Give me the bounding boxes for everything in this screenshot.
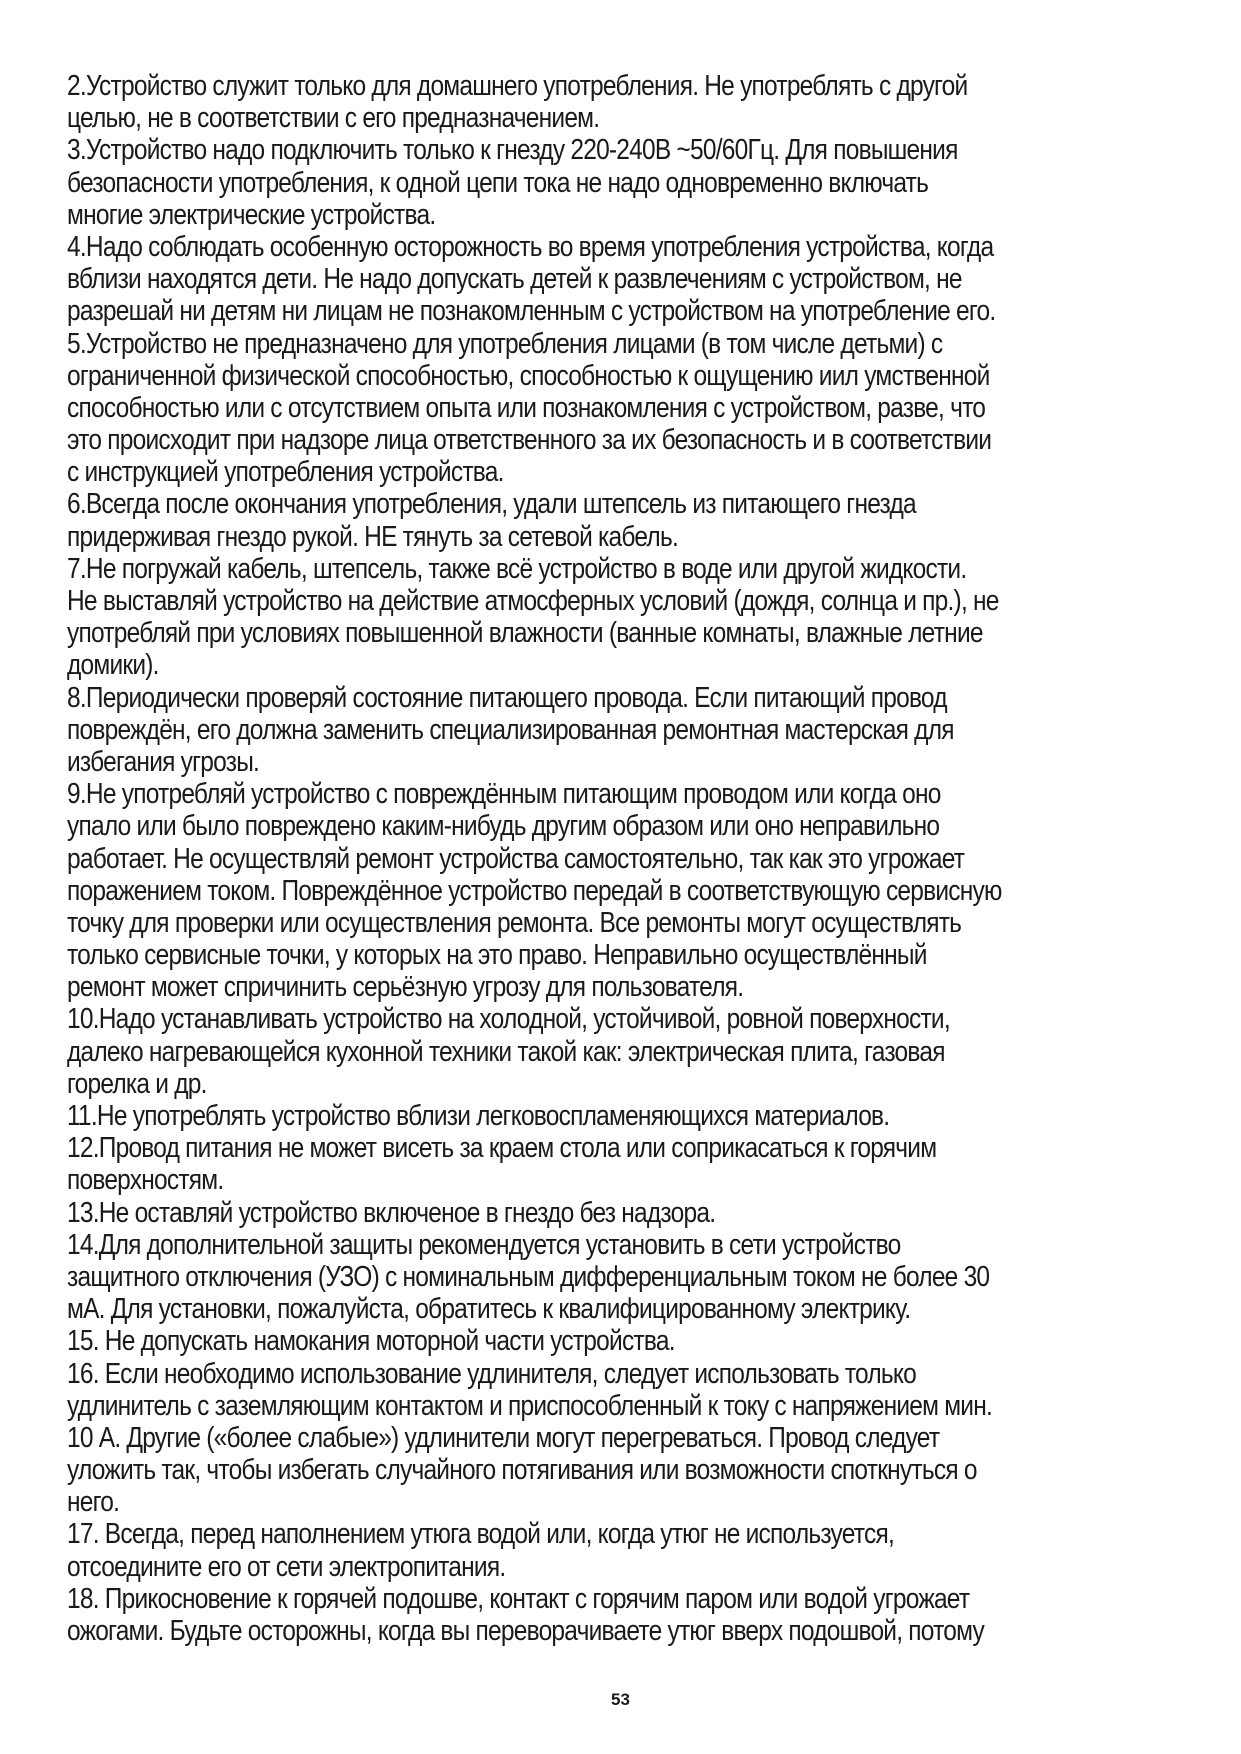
text-line: поражением током. Повреждённое устройство передай в соответствующую сервисную (67, 874, 1002, 907)
text-line: 12.Провод питания не может висеть за краем стола или соприкасаться к горячим (67, 1132, 937, 1165)
page-number: 53 (611, 1690, 630, 1709)
text-line: многие электрические устройства. (67, 198, 436, 231)
text-line: 17. Всегда, перед наполнением утюга водой или, когда утюг не используется, (67, 1518, 895, 1551)
text-line: далеко нагревающейся кухонной техники такой как: электрическая плита, газовая (67, 1035, 945, 1068)
text-line: удлинитель с заземляющим контактом и приспособленный к току с напряжением мин. (67, 1389, 993, 1422)
text-line: него. (67, 1486, 120, 1519)
text-line: 5.Устройство не предназначено для употребления лицами (в том числе детьми) с (67, 327, 943, 360)
text-line: с инструкцией употребления устройства. (67, 456, 504, 489)
text-line: повреждён, его должна заменить специализированная ремонтная мастерская для (67, 713, 954, 746)
text-line: ремонт может спричинить серьёзную угрозу для пользователя. (67, 971, 744, 1004)
text-line: 10.Надо устанавливать устройство на холодной, устойчивой, ровной поверхности, (67, 1003, 950, 1036)
text-line: 13.Не оставляй устройство включеное в гнездо без надзора. (67, 1196, 716, 1229)
text-line: горелка и др. (67, 1067, 207, 1100)
text-line: 9.Не употребляй устройство с повреждённым питающим проводом или когда оно (67, 778, 941, 811)
text-line: 2.Устройство служит только для домашнего употребления. Не употреблять с другой (67, 70, 968, 102)
text-line: 6.Всегда после окончания употребления, удали штепсель из питающего гнезда (67, 488, 916, 521)
text-line: разрешай ни детям ни лицам не познакомленным с устройством на употребление его. (67, 295, 996, 328)
document-body (67, 70, 1187, 1647)
text-line: 11.Не употреблять устройство вблизи легковоспламеняющихся материалов. (67, 1100, 890, 1132)
text-line: мА. Для установки, пожалуйста, обратитесь к квалифицированному электрику. (67, 1293, 911, 1326)
text-line: 16. Если необходимо использование удлинителя, следует использовать только (67, 1357, 916, 1390)
text-line: 3.Устройство надо подключить только к гнезду 220-240В ~50/60Гц. Для повышения (67, 134, 958, 167)
text-line: защитного отключения (УЗО) с номинальным дифференциальным током не более 30 (67, 1260, 990, 1293)
text-line: придерживая гнездо рукой. НЕ тянуть за сетевой кабель. (67, 520, 678, 553)
text-line: 15. Не допускать намокания моторной части устройства. (67, 1325, 675, 1358)
text-line: способностью или с отсутствием опыта или познакомления с устройством, разве, что (67, 391, 986, 424)
text-line: вблизи находятся дети. Не надо допускать детей к развлечениям с устройством, не (67, 263, 962, 296)
text-line: употребляй при условиях повышенной влажности (ванные комнаты, влажные летние (67, 617, 983, 650)
text-line: уложить так, чтобы избегать случайного потягивания или возможности споткнуться о (67, 1454, 977, 1487)
text-line: 8.Периодически проверяй состояние питающего провода. Если питающий провод (67, 681, 947, 714)
text-line: целью, не в соответствии с его предназначением. (67, 102, 600, 135)
text-line: 4.Надо соблюдать особенную осторожность во время употребления устройства, когда (67, 230, 994, 263)
text-line: поверхностям. (67, 1164, 224, 1197)
text-line: только сервисные точки, у которых на это право. Неправильно осуществлённый (67, 939, 927, 972)
text-line: безопасности употребления, к одной цепи тока не надо одновременно включать (67, 166, 929, 199)
text-line: работает. Не осуществляй ремонт устройства самостоятельно, так как это угрожает (67, 842, 965, 875)
text-line: это происходит при надзоре лица ответственного за их безопасность и в соответствии (67, 424, 992, 457)
text-line: 10 А. Другие («более слабые») удлинители могут перегреваться. Провод следует (67, 1421, 940, 1454)
text-line: отсоедините его от сети электропитания. (67, 1550, 506, 1583)
text-line: 18. Прикосновение к горячей подошве, контакт с горячим паром или водой угрожает (67, 1582, 970, 1615)
text-line: ожогами. Будьте осторожны, когда вы переворачиваете утюг вверх подошвой, потому (67, 1615, 984, 1647)
text-line: 14.Для дополнительной защиты рекомендуется установить в сети устройство (67, 1228, 901, 1261)
text-line: Не выставляй устройство на действие атмосферных условий (дождя, солнца и пр.), не (67, 585, 999, 617)
text-line: упало или было повреждено каким-нибудь другим образом или оно неправильно (67, 810, 940, 843)
text-line: домики). (67, 649, 159, 682)
text-line: избегания угрозы. (67, 745, 260, 778)
text-line: точку для проверки или осуществления ремонта. Все ремонты могут осуществлять (67, 906, 962, 939)
text-line: ограниченной физической способностью, способностью к ощущению иил умственной (67, 359, 990, 392)
text-line: 7.Не погружай кабель, штепсель, также всё устройство в воде или другой жидкости. (67, 552, 967, 585)
